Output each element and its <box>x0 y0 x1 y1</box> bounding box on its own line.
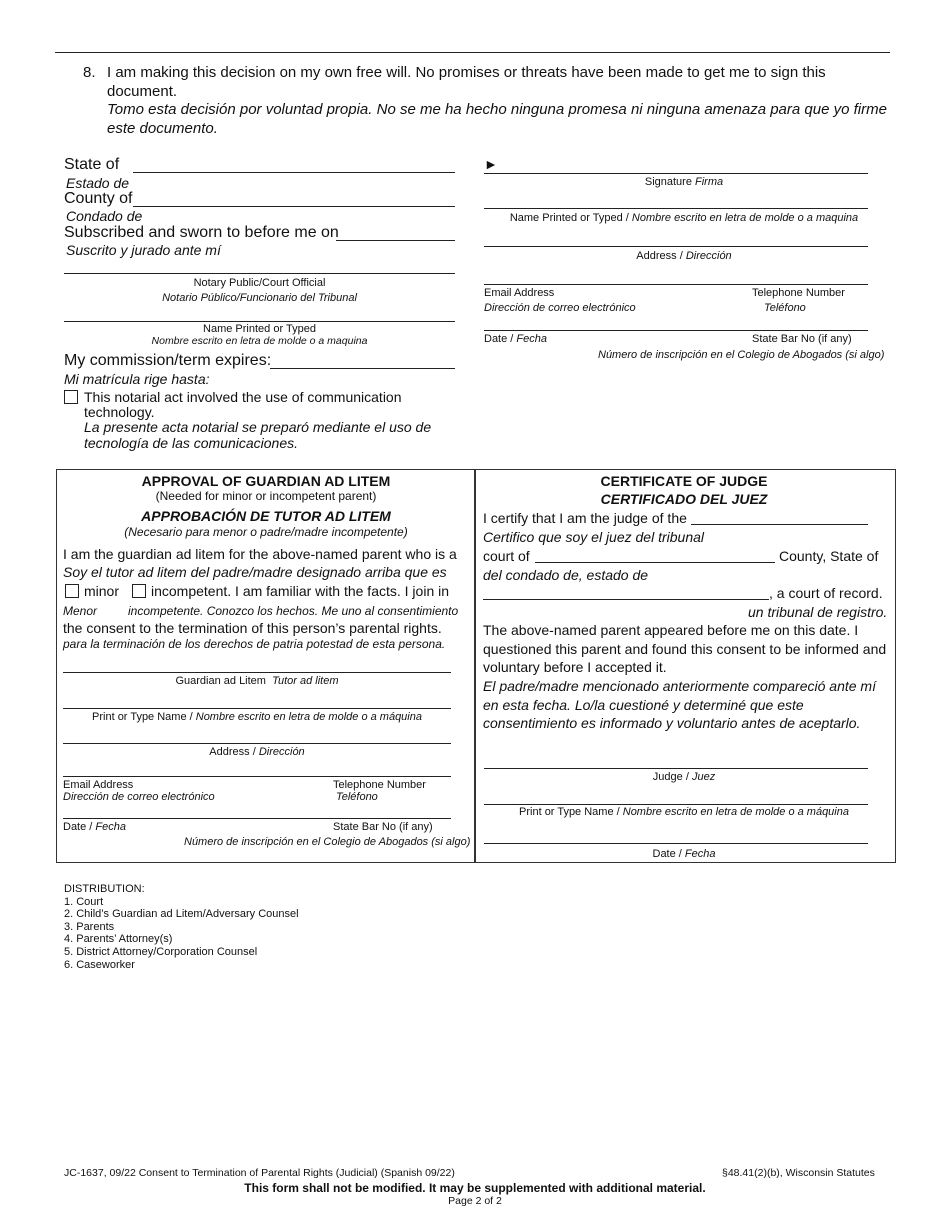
signer-email-label-es: Dirección de correo electrónico <box>484 302 636 314</box>
judge-condado-es: del condado de, estado de <box>483 567 649 583</box>
guardian-email-label-es: Dirección de correo electrónico <box>63 791 215 803</box>
county-field[interactable] <box>133 206 455 207</box>
judge-para-6: consentimiento es informado y voluntario antes de aceptarlo. <box>483 715 861 731</box>
checkbox-icon <box>132 584 146 598</box>
judge-date-label: Date / Fecha <box>652 848 716 860</box>
distribution-item: 2. Child’s Guardian ad Litem/Adversary Counsel <box>64 908 299 920</box>
judge-para-4: El padre/madre mencionado anteriormente compareció ante mí <box>483 678 876 694</box>
judge-signature-field[interactable] <box>484 768 868 769</box>
condado-de-label: Condado de <box>66 208 143 224</box>
guardian-date-field[interactable] <box>63 818 451 819</box>
judge-title: CERTIFICATE OF JUDGE <box>600 473 768 489</box>
guardian-name-label: Print or Type Name / Nombre escrito en letra de molde o a máquina <box>92 711 422 723</box>
signer-phone-label-es: Teléfono <box>764 302 806 314</box>
signer-name-field[interactable] <box>484 208 868 209</box>
guardian-body-2: Soy el tutor ad litem del padre/madre designado arriba que es <box>63 564 447 580</box>
guardian-email-label: Email Address <box>63 779 134 791</box>
signer-email-field[interactable] <box>484 284 868 285</box>
judge-title-es: CERTIFICADO DEL JUEZ <box>600 491 768 507</box>
minor-label: minor <box>84 583 120 599</box>
notary-official-label: Notary Public/Court Official <box>193 277 326 289</box>
signer-date-field[interactable] <box>484 330 868 331</box>
arrow-icon: ► <box>484 156 498 172</box>
guardian-signature-field[interactable] <box>63 672 451 673</box>
commission-date-field[interactable] <box>270 368 455 369</box>
minor-checkbox[interactable] <box>65 584 79 602</box>
judge-court-of: court of <box>483 548 530 564</box>
guardian-phone-label: Telephone Number <box>333 779 426 791</box>
guardian-title: APPROVAL OF GUARDIAN AD LITEM <box>141 473 391 489</box>
commission-label: My commission/term expires: <box>64 352 272 369</box>
guardian-subtitle-es: (Necesario para menor o padre/madre incompetente) <box>124 525 408 539</box>
comm-tech-label-es-2: tecnología de las comunicaciones. <box>84 435 299 451</box>
item-number: 8. <box>83 64 96 81</box>
judge-para-1: The above-named parent appeared before me on this date. I <box>483 622 859 638</box>
footer-page-number: Page 2 of 2 <box>448 1195 502 1207</box>
commission-label-es: Mi matrícula rige hasta: <box>64 371 210 387</box>
judge-state-field[interactable] <box>483 599 769 600</box>
distribution-item: 3. Parents <box>64 921 115 933</box>
guardian-email-field[interactable] <box>63 776 451 777</box>
guardian-phone-label-es: Teléfono <box>336 791 378 803</box>
comm-tech-label-1: This notarial act involved the use of communication <box>84 389 402 405</box>
subscribed-label: Subscribed and sworn to before me on <box>64 224 339 241</box>
judge-name-label: Print or Type Name / Nombre escrito en letra de molde o a máquina <box>519 806 849 818</box>
judge-county-state: County, State of <box>779 548 879 564</box>
item8-text-en-1: I am making this decision on my own free will. No promises or threats have been made to get me to sign this <box>107 64 826 81</box>
estado-de-label: Estado de <box>66 175 130 191</box>
guardian-address-field[interactable] <box>63 743 451 744</box>
signer-address-label: Address / Dirección <box>636 250 732 262</box>
guardian-body-4: incompetente. Conozco los hechos. Me uno al consentimiento <box>128 604 459 618</box>
signer-date-label: Date / Fecha <box>484 333 547 345</box>
judge-county-field[interactable] <box>535 562 775 563</box>
judge-court-field[interactable] <box>691 524 868 525</box>
signer-bar-label-es: Número de inscripción en el Colegio de Abogados (si algo) <box>598 349 885 361</box>
guardian-signature-label: Guardian ad Litem Tutor ad litem <box>175 675 339 687</box>
judge-tribunal-es: un tribunal de registro. <box>748 604 888 620</box>
checkbox-icon <box>64 390 78 404</box>
top-rule <box>55 52 890 53</box>
guardian-subtitle: (Needed for minor or incompetent parent) <box>155 489 377 503</box>
distribution-item: 6. Caseworker <box>64 959 135 971</box>
comm-tech-label-2: technology. <box>84 404 155 420</box>
signer-address-field[interactable] <box>484 246 868 247</box>
state-field[interactable] <box>133 172 455 173</box>
guardian-body-5: the consent to the termination of this person’s parental rights. <box>63 620 442 636</box>
judge-certify: I certify that I am the judge of the <box>483 510 687 526</box>
guardian-title-es: APPROBACIÓN DE TUTOR AD LITEM <box>141 508 391 524</box>
judge-court-record: , a court of record. <box>769 585 883 601</box>
judge-signature-label: Judge / Juez <box>652 771 716 783</box>
distribution-item: 1. Court <box>64 896 104 908</box>
notary-name-label: Name Printed or Typed <box>203 323 316 335</box>
item8-text-en-2: document. <box>107 83 178 100</box>
comm-tech-checkbox[interactable] <box>64 390 78 408</box>
footer-statute: §48.41(2)(b), Wisconsin Statutes <box>722 1167 875 1179</box>
incompetent-checkbox[interactable] <box>132 584 146 602</box>
signer-phone-label: Telephone Number <box>752 287 845 299</box>
signature-label: Signature Firma <box>644 176 724 188</box>
notary-official-label-es: Notario Público/Funcionario del Tribunal <box>162 292 357 304</box>
judge-name-field[interactable] <box>484 804 868 805</box>
guardian-body-3: incompetent. I am familiar with the facts. I join in <box>151 583 450 599</box>
judge-date-field[interactable] <box>484 843 868 844</box>
guardian-bar-label-es: Número de inscripción en el Colegio de Abogados (si algo) <box>184 836 471 848</box>
distribution-title: DISTRIBUTION: <box>64 883 145 895</box>
judge-para-5: en esta fecha. Lo/la cuestioné y determiné que este <box>483 697 804 713</box>
footer-form-id: JC-1637, 09/22 Consent to Termination of Parental Rights (Judicial) (Spanish 09/22) <box>64 1167 455 1179</box>
item8-text-es-2: este documento. <box>107 120 218 137</box>
distribution-item: 4. Parents’ Attorney(s) <box>64 933 173 945</box>
guardian-date-label: Date / Fecha <box>63 821 126 833</box>
guardian-body-1: I am the guardian ad litem for the above-named parent who is a <box>63 546 457 562</box>
signer-name-label: Name Printed or Typed / Nombre escrito en letra de molde o a maquina <box>509 212 859 224</box>
comm-tech-label-es-1: La presente acta notarial se preparó mediante el uso de <box>84 419 432 435</box>
footer-notice: This form shall not be modified. It may be supplemented with additional material. <box>244 1181 706 1195</box>
guardian-body-6: para la terminación de los derechos de patria potestad de esta persona. <box>63 637 446 651</box>
notary-signature-field[interactable] <box>64 273 455 274</box>
signer-bar-label: State Bar No (if any) <box>752 333 852 345</box>
subscribed-date-field[interactable] <box>336 240 455 241</box>
menor-label: Menor <box>63 604 98 618</box>
judge-para-2: questioned this parent and found this consent to be informed and <box>483 641 887 657</box>
signer-email-label: Email Address <box>484 287 555 299</box>
guardian-bar-label: State Bar No (if any) <box>333 821 433 833</box>
notary-name-field[interactable] <box>64 321 455 322</box>
guardian-address-label: Address / Dirección <box>209 746 305 758</box>
signature-field[interactable] <box>484 173 868 174</box>
judge-para-3: voluntary before I accepted it. <box>483 659 667 675</box>
state-of-label: State of <box>64 156 120 173</box>
distribution-item: 5. District Attorney/Corporation Counsel <box>64 946 258 958</box>
county-of-label: County of <box>64 190 133 207</box>
item8-text-es-1: Tomo esta decisión por voluntad propia. No se me ha hecho ninguna promesa ni ninguna amenaza para que yo firme <box>107 101 887 118</box>
guardian-name-field[interactable] <box>63 708 451 709</box>
notary-name-label-es: Nombre escrito en letra de molde o a maquina <box>151 335 368 347</box>
judge-certify-es: Certifico que soy el juez del tribunal <box>483 529 705 545</box>
suscrito-label: Suscrito y jurado ante mí <box>66 242 221 258</box>
checkbox-icon <box>65 584 79 598</box>
